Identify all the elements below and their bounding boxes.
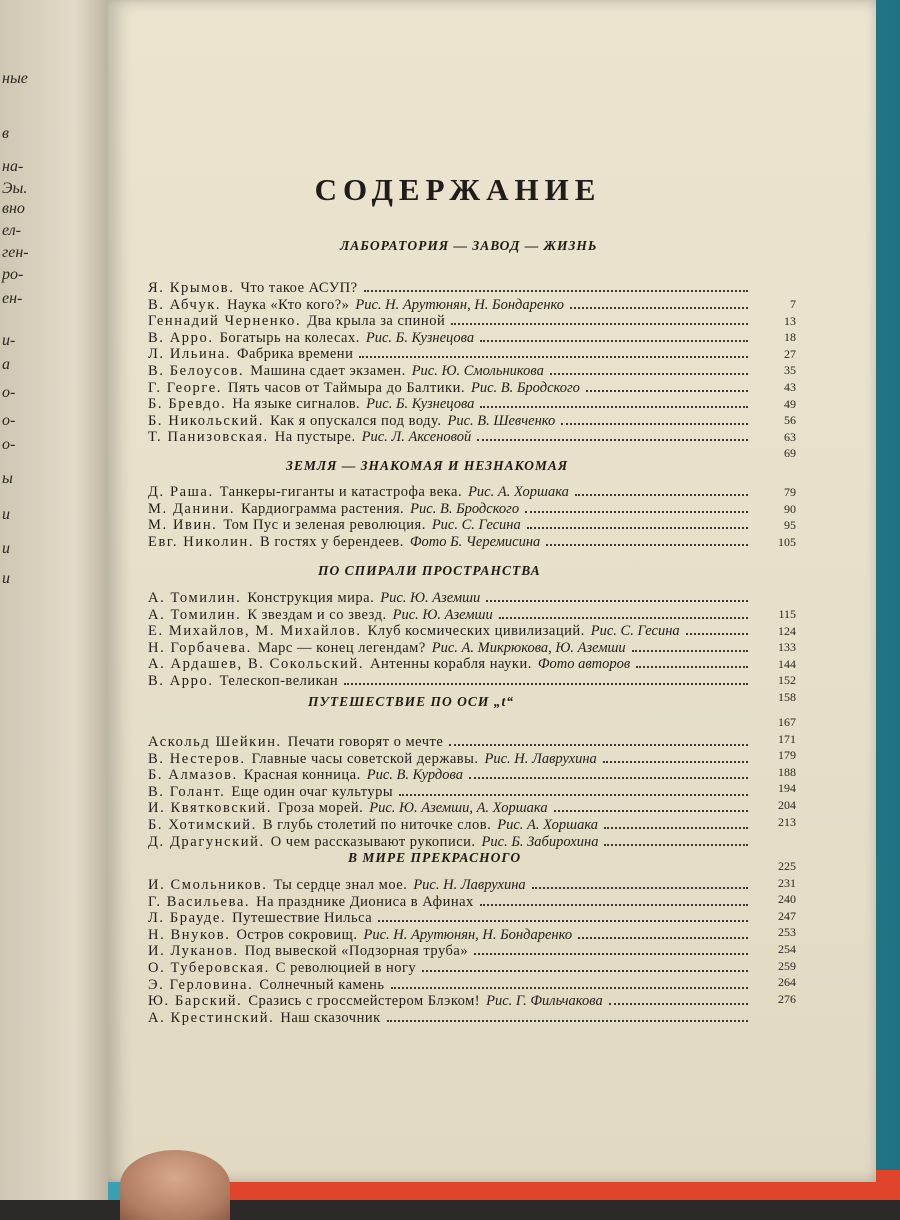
leader-dots: [399, 784, 748, 796]
page-number: 254: [778, 941, 796, 956]
leader-dots: [480, 330, 748, 342]
page-numbers: [758, 484, 796, 550]
page-number: 240: [778, 892, 796, 907]
entry-title: В гостях у берендеев.: [260, 533, 404, 550]
page-number: 167: [778, 715, 796, 729]
entry-title: Ты сердце знал мое.: [273, 877, 408, 893]
entry-title: Красная конница.: [243, 767, 361, 784]
left-page-fragment: вно: [2, 200, 25, 217]
page-number: 231: [778, 875, 796, 890]
entry-illustrator: Рис. В. Бродского: [410, 500, 520, 517]
entry-title: Том Пус и зеленая революция.: [223, 517, 426, 534]
page-number: 158: [778, 689, 796, 704]
entry-title: На празднике Диониса в Афинах: [256, 893, 474, 910]
entry-title: Наука «Кто кого?»: [227, 296, 350, 313]
entry-author: Э. Герловина.: [148, 976, 254, 993]
entry-author: Я. Крымов.: [148, 280, 235, 296]
toc-entry[interactable]: [148, 346, 748, 362]
entry-author: Д. Раша.: [148, 484, 214, 500]
entry-illustrator: Рис. Б. Забирохина: [481, 833, 599, 850]
toc-entry[interactable]: [148, 623, 748, 639]
page-number: 171: [778, 731, 796, 746]
leader-dots: [387, 1010, 748, 1022]
entry-title: Остров сокровищ.: [236, 926, 358, 943]
toc-entry[interactable]: [148, 960, 748, 976]
page-number: 276: [778, 991, 796, 1006]
entry-author: Л. Ильина.: [148, 346, 231, 363]
left-page-fragment: ные: [2, 70, 28, 87]
page-number: 13: [784, 313, 796, 328]
entry-title: О чем рассказывают рукописи.: [270, 833, 476, 850]
entry-title: Гроза морей.: [278, 800, 364, 817]
entry-title: С революцией в ногу: [275, 960, 417, 976]
toc-entry[interactable]: [148, 484, 748, 500]
toc-entry[interactable]: [148, 817, 748, 833]
entry-author: В. Голант.: [148, 783, 226, 800]
entry-illustrator: Рис. Ю. Аземши, А. Хоршака: [369, 800, 548, 817]
entry-illustrator: Рис. В. Бродского: [470, 379, 580, 396]
left-page-fragment: ы: [2, 470, 13, 487]
leader-dots: [561, 413, 748, 425]
entry-title: Богатырь на колесах.: [219, 329, 360, 346]
entry-title: Пять часов от Таймыра до Балтики.: [228, 379, 465, 396]
page-number: 79: [784, 485, 796, 499]
toc-entry[interactable]: [148, 894, 748, 910]
left-page-fragment: о-: [2, 412, 16, 429]
leader-dots: [378, 910, 748, 922]
entry-author: О. Туберовская.: [148, 960, 270, 976]
entry-author: И. Квятковский.: [148, 800, 272, 817]
leader-dots: [632, 640, 748, 652]
leader-dots: [477, 429, 748, 441]
left-page-fragment: на-: [2, 158, 24, 175]
entry-title: Конструкция мира.: [247, 590, 375, 606]
entry-title: Еще один очаг культуры: [231, 783, 394, 800]
left-page-fragment: о-: [2, 384, 16, 401]
entry-illustrator: Рис. А. Хоршака: [468, 484, 569, 500]
page-number: 7: [790, 297, 796, 311]
entry-illustrator: Рис. Ю. Аземши: [380, 590, 481, 606]
entry-author: А. Крестинский.: [148, 1009, 275, 1026]
page-number: 204: [778, 797, 796, 812]
toc-entry[interactable]: [148, 313, 748, 329]
leader-dots: [499, 607, 748, 619]
leader-dots: [474, 943, 748, 955]
entry-author: Б. Никольский.: [148, 412, 265, 429]
entry-author: В. Нестеров.: [148, 750, 246, 767]
entry-illustrator: Рис. А. Хоршака: [497, 817, 599, 833]
toc-entry[interactable]: [148, 413, 748, 429]
entry-author: В. Абчук.: [148, 296, 222, 313]
leader-dots: [527, 517, 748, 529]
toc-entry[interactable]: [148, 590, 748, 606]
leader-dots: [532, 877, 748, 889]
entry-title: Машина сдает экзамен.: [250, 363, 406, 379]
leader-dots: [550, 363, 748, 375]
section-title: ПО СПИРАЛИ ПРОСТРАНСТВА: [318, 563, 541, 578]
page-numbers: [758, 606, 796, 706]
entry-author: В. Арро.: [148, 673, 214, 689]
left-page-fragment: Эы.: [2, 180, 28, 197]
left-page-fragment: в: [2, 125, 9, 142]
page-number: 259: [778, 958, 796, 973]
leader-dots: [570, 297, 748, 309]
entry-author: Г. Васильева.: [148, 893, 251, 910]
page-number: 188: [778, 764, 796, 779]
entry-illustrator: Рис. С. Гесина: [431, 517, 521, 534]
toc-entry[interactable]: [148, 751, 748, 767]
leader-dots: [609, 993, 748, 1005]
left-page-fragment: ен-: [2, 290, 23, 307]
toc-entry[interactable]: [148, 1010, 748, 1026]
section-title: ЛАБОРАТОРИЯ — ЗАВОД — ЖИЗНЬ: [340, 238, 598, 253]
entry-title: Сразись с гроссмейстером Блэком!: [248, 993, 481, 1010]
page-number: 90: [784, 501, 796, 516]
entry-illustrator: Рис. Б. Кузнецова: [366, 396, 475, 413]
toc-entry[interactable]: [148, 993, 748, 1009]
entry-title: К звездам и со звезд.: [247, 606, 387, 623]
entry-title: Что такое АСУП?: [240, 280, 358, 296]
leader-dots: [469, 767, 748, 779]
entry-author: Л. Брауде.: [148, 910, 227, 927]
page-number: 63: [784, 429, 796, 444]
entry-illustrator: Рис. Н. Лаврухина: [413, 877, 526, 893]
entry-title: Танкеры-гиганты и катастрофа века.: [219, 484, 463, 500]
entry-author: Е. Михайлов, М. Михайлов.: [148, 623, 362, 640]
entry-author: И. Луканов.: [148, 943, 239, 960]
leader-dots: [525, 501, 748, 513]
page-number: 115: [778, 607, 796, 621]
toc-entry[interactable]: [148, 280, 748, 296]
page-number: 69: [784, 446, 796, 461]
entry-illustrator: Фото Б. Черемисина: [409, 533, 541, 550]
page-number: 179: [778, 748, 796, 763]
leader-dots: [486, 590, 748, 602]
page-number: 213: [778, 814, 796, 829]
leader-dots: [480, 894, 748, 906]
leader-dots: [636, 656, 748, 668]
entry-author: М. Данини.: [148, 500, 236, 517]
toc-entry[interactable]: [148, 501, 748, 517]
entry-title: Путешествие Нильса: [232, 910, 373, 927]
leader-dots: [451, 313, 748, 325]
leader-dots: [604, 817, 748, 829]
page-number: 253: [778, 925, 796, 940]
left-page-fragment: о-: [2, 436, 16, 453]
entry-author: И. Смольников.: [148, 877, 268, 893]
entry-title: Клуб космических цивилизаций.: [367, 623, 585, 640]
leader-dots: [391, 977, 748, 989]
entry-author: М. Ивин.: [148, 517, 218, 534]
left-page-fragment: ген-: [2, 244, 29, 261]
page-number: 43: [784, 379, 796, 394]
left-page-fragment: ел-: [2, 222, 22, 239]
entry-author: А. Томилин.: [148, 590, 242, 606]
entry-title: Солнечный камень: [259, 976, 385, 993]
toc-entry[interactable]: [148, 784, 748, 800]
toc-entry[interactable]: [148, 534, 748, 550]
toc-entry[interactable]: [148, 977, 748, 993]
contents-page: [108, 0, 876, 1182]
toc-entry[interactable]: [148, 927, 748, 943]
page-number: 124: [778, 623, 796, 638]
toc-entry[interactable]: [148, 673, 748, 689]
entry-author: А. Томилин.: [148, 606, 242, 623]
page-number: 225: [778, 859, 796, 873]
page-number: 95: [784, 518, 796, 533]
entry-title: Под вывеской «Подзорная труба»: [244, 943, 469, 960]
leader-dots: [422, 960, 748, 972]
entry-illustrator: Рис. В. Курдова: [366, 767, 463, 784]
entry-title: Телескоп-великан: [219, 673, 339, 689]
page-title: СОДЕРЖАНИЕ: [314, 172, 602, 207]
entry-author: Б. Алмазов.: [148, 767, 238, 784]
entry-illustrator: Рис. С. Гесина: [590, 623, 680, 640]
left-page-fragment: ро-: [2, 266, 24, 283]
toc-entry[interactable]: [148, 429, 748, 445]
entry-author: Ю. Барский.: [148, 993, 243, 1010]
page-number: 133: [778, 640, 796, 655]
entry-illustrator: Рис. Н. Арутюнян, Н. Бондаренко: [363, 926, 573, 943]
leader-dots: [586, 380, 748, 392]
toc-entry[interactable]: [148, 656, 748, 672]
left-page-fragment: и: [2, 540, 10, 557]
toc-entry[interactable]: [148, 910, 748, 926]
page-number: 105: [778, 534, 796, 549]
entry-title: Антенны корабля науки.: [370, 656, 532, 673]
entry-author: Н. Горбачева.: [148, 639, 252, 656]
entry-title: Главные часы советской державы.: [251, 750, 479, 767]
entry-title: Печати говорят о мечте: [287, 734, 444, 750]
entry-illustrator: Рис. Ю. Смольникова: [411, 363, 544, 379]
thumb: [120, 1150, 230, 1220]
entry-title: На пустыре.: [274, 429, 356, 446]
page-number: 56: [784, 413, 796, 428]
toc-entry[interactable]: [148, 396, 748, 412]
section-title: В МИРЕ ПРЕКРАСНОГО: [348, 850, 522, 865]
entry-title: В глубь столетий по ниточке слов.: [262, 817, 492, 833]
entry-title: Кардиограмма растения.: [241, 500, 405, 517]
entry-illustrator: Рис. В. Шевченко: [447, 412, 556, 429]
page-number: 144: [778, 656, 796, 671]
entry-author: Б. Хотимский.: [148, 817, 257, 833]
entry-title: Два крыла за спиной: [307, 313, 446, 330]
page-numbers: [758, 296, 796, 462]
entry-author: Геннадий Черненко.: [148, 313, 302, 330]
page-number: 247: [778, 908, 796, 923]
left-page: [0, 0, 108, 1200]
entry-author: Г. Георге.: [148, 379, 223, 396]
toc-entry[interactable]: [148, 834, 748, 850]
leader-dots: [359, 346, 748, 358]
leader-dots: [603, 751, 748, 763]
left-page-fragment: и-: [2, 332, 16, 349]
leader-dots: [686, 623, 748, 635]
entry-illustrator: Рис. Н. Лаврухина: [484, 750, 597, 767]
leader-dots: [604, 834, 748, 846]
page-numbers: [758, 858, 796, 1007]
page-number: 264: [778, 975, 796, 990]
section-title: ПУТЕШЕСТВИЕ ПО ОСИ „t“: [308, 694, 514, 709]
entry-illustrator: Рис. Б. Кузнецова: [365, 329, 475, 346]
section-title: ЗЕМЛЯ — ЗНАКОМАЯ И НЕЗНАКОМАЯ: [286, 458, 569, 473]
page-numbers: [758, 714, 796, 830]
entry-author: В. Арро.: [148, 329, 214, 346]
toc-entry[interactable]: [148, 877, 748, 893]
toc-entry[interactable]: [148, 640, 748, 656]
entry-illustrator: Рис. Л. Аксеновой: [361, 429, 472, 446]
entry-title: Марс — конец легендам?: [257, 639, 426, 656]
leader-dots: [480, 396, 748, 408]
toc-entry[interactable]: [148, 517, 748, 533]
page-number: 194: [778, 781, 796, 796]
entry-illustrator: Рис. Г. Фильчакова: [486, 993, 603, 1010]
toc-entry[interactable]: [148, 607, 748, 623]
page-number: 27: [784, 346, 796, 361]
leader-dots: [449, 734, 748, 746]
leader-dots: [554, 800, 748, 812]
entry-author: Д. Драгунский.: [148, 833, 265, 850]
entry-author: Б. Бревдо.: [148, 396, 227, 413]
left-page-fragment: а: [2, 356, 10, 373]
leader-dots: [364, 280, 748, 292]
entry-author: В. Белоусов.: [148, 363, 245, 379]
entry-title: Как я опускался под воду.: [270, 412, 442, 429]
toc-entry[interactable]: [148, 943, 748, 959]
toc-entry[interactable]: [148, 363, 748, 379]
entry-title: Фабрика времени: [237, 346, 354, 363]
page-number: 18: [784, 330, 796, 345]
page-number: 49: [784, 396, 796, 411]
entry-author: Т. Панизовская.: [148, 429, 269, 446]
entry-title: На языке сигналов.: [232, 396, 361, 413]
toc-entry[interactable]: [148, 330, 748, 346]
entry-author: Евг. Николин.: [148, 533, 255, 550]
leader-dots: [575, 484, 748, 496]
entry-illustrator: Рис. Ю. Аземши: [392, 606, 493, 623]
toc-entry[interactable]: [148, 767, 748, 783]
toc-entry[interactable]: [148, 380, 748, 396]
entry-author: Аскольд Шейкин.: [148, 734, 282, 750]
entry-illustrator: Фото авторов: [537, 656, 631, 673]
leader-dots: [546, 534, 748, 546]
toc-entry[interactable]: [148, 297, 748, 313]
entry-author: А. Ардашев, В. Сокольский.: [148, 656, 365, 673]
entry-illustrator: Рис. Н. Арутюнян, Н. Бондаренко: [355, 296, 564, 313]
toc-entry[interactable]: [148, 734, 748, 750]
entry-illustrator: Рис. А. Микрюкова, Ю. Аземши: [431, 639, 626, 656]
left-page-fragment: и: [2, 506, 10, 523]
leader-dots: [578, 927, 748, 939]
toc-entry[interactable]: [148, 800, 748, 816]
page-number: 152: [778, 673, 796, 688]
page-number: 35: [784, 363, 796, 378]
entry-author: Н. Внуков.: [148, 926, 231, 943]
entry-title: Наш сказочник: [280, 1009, 381, 1026]
leader-dots: [344, 673, 748, 685]
left-page-fragment: и: [2, 570, 10, 587]
